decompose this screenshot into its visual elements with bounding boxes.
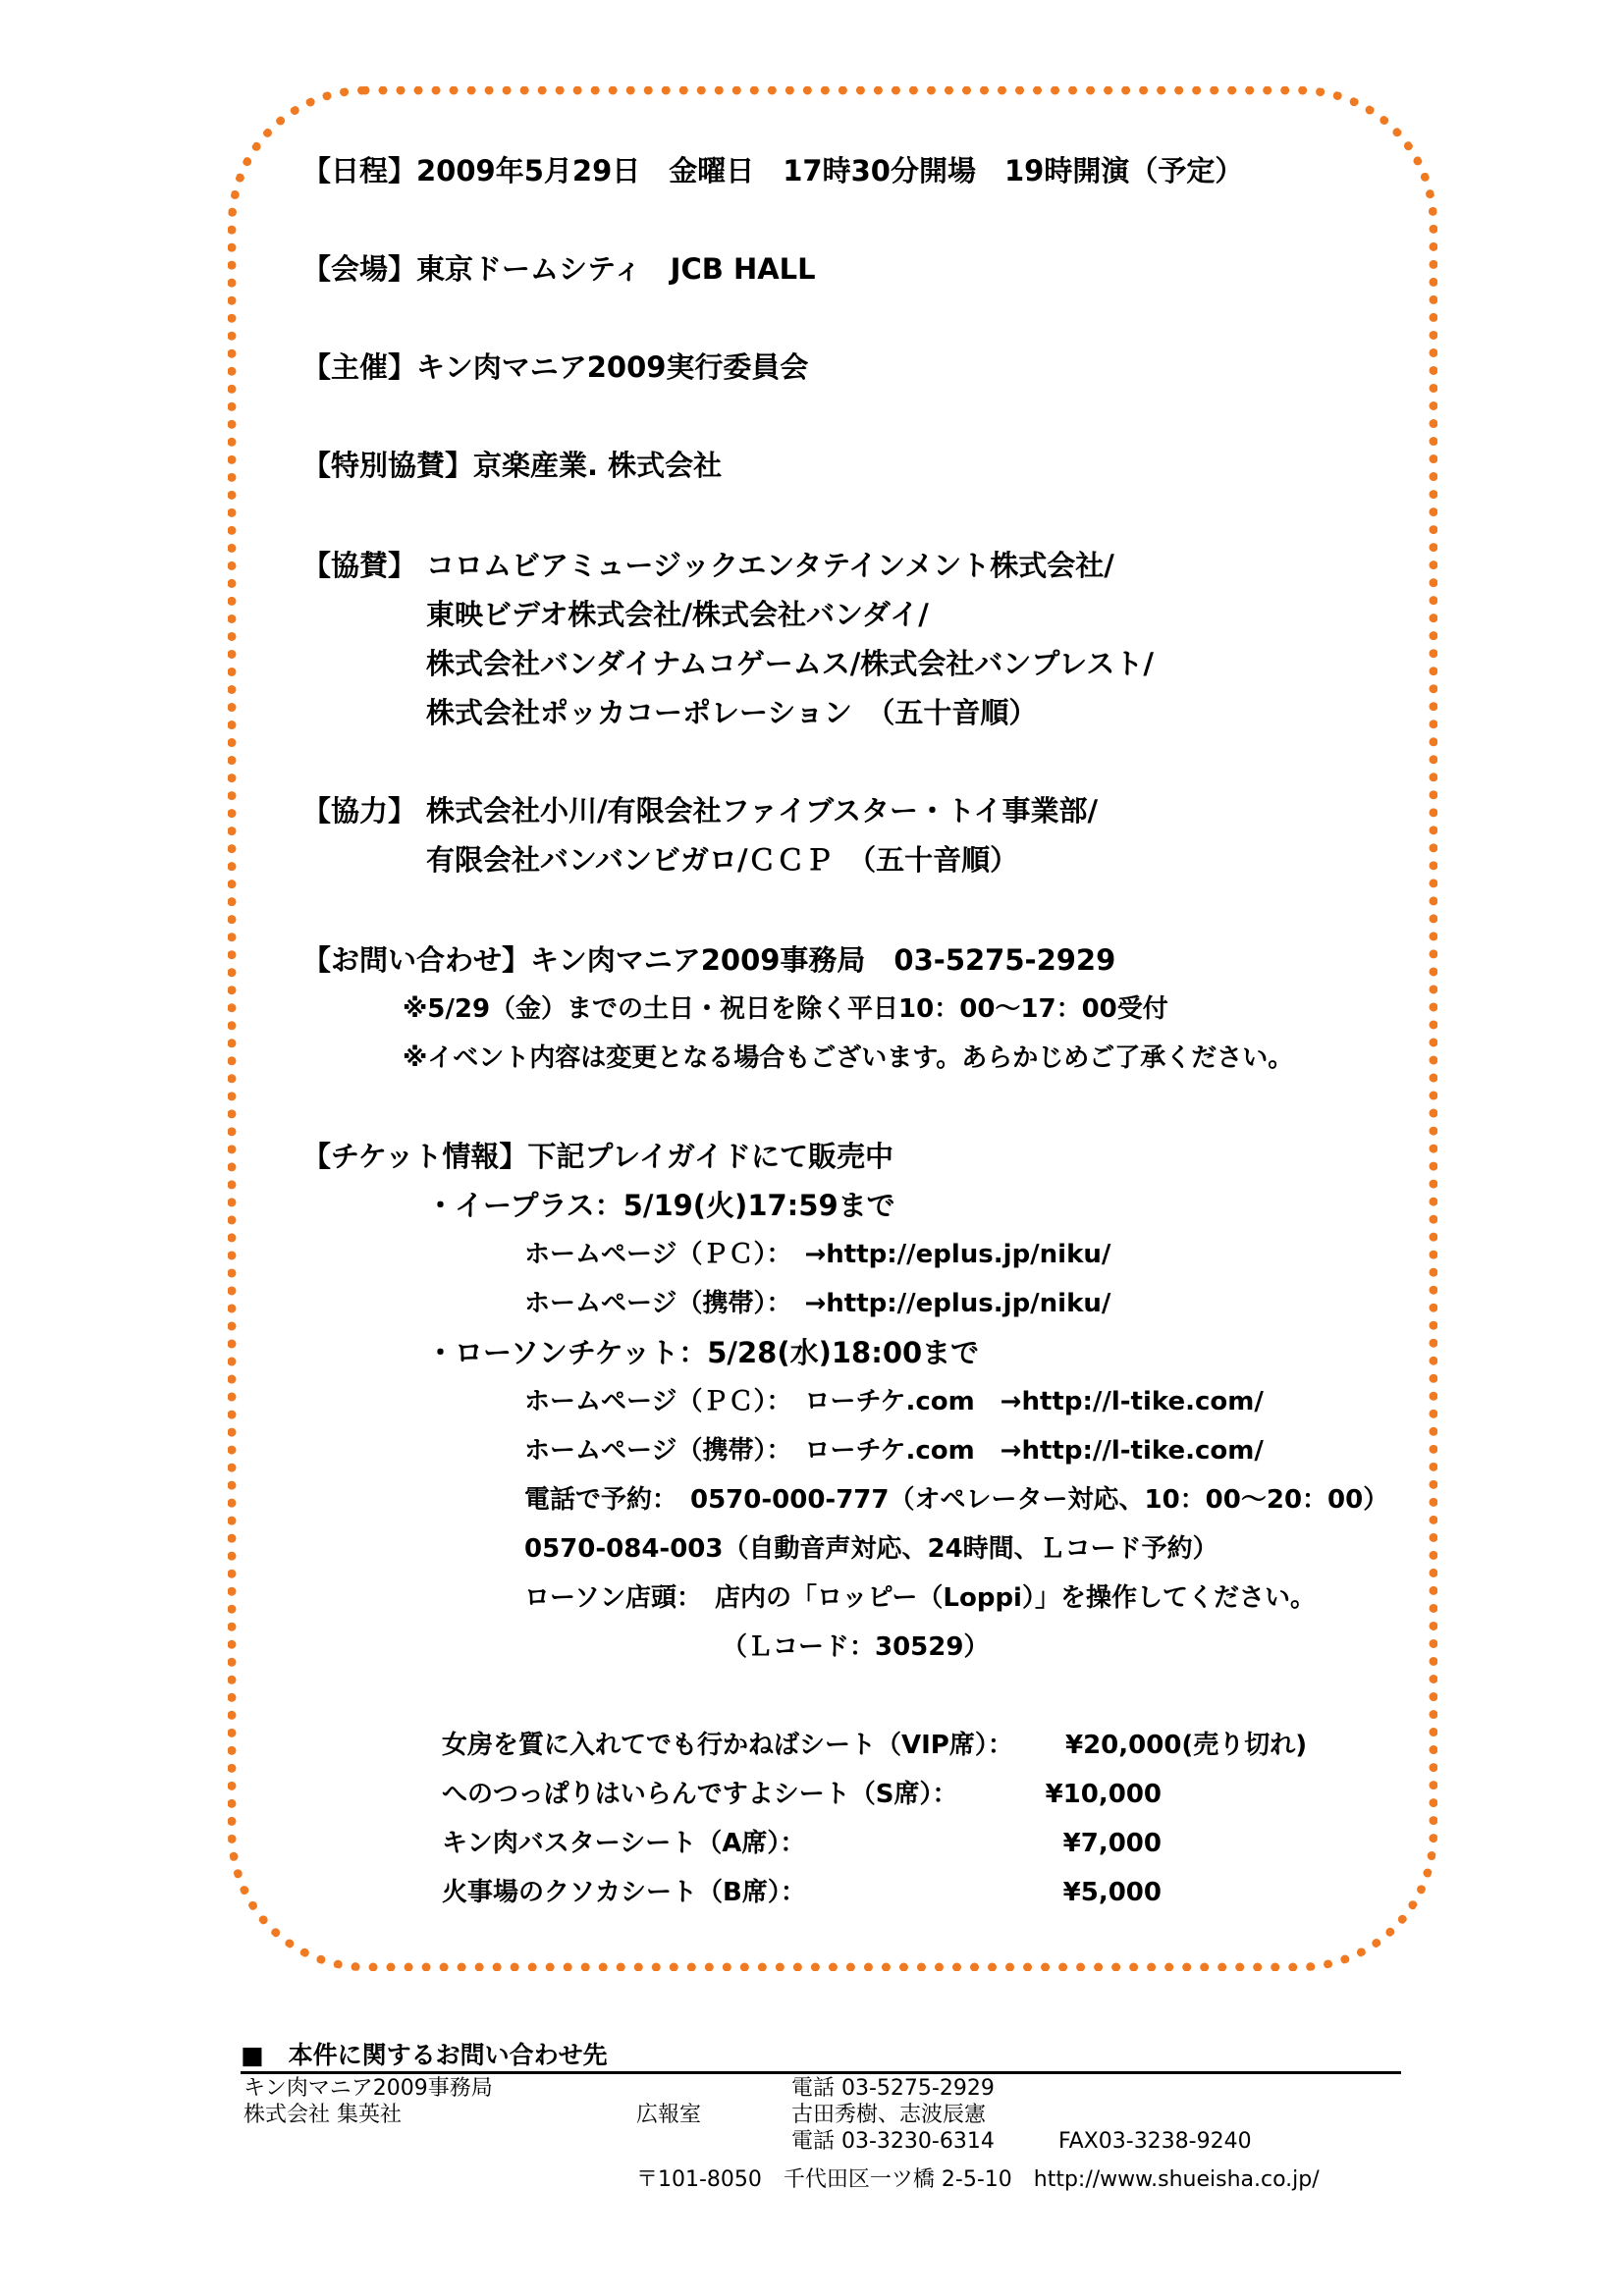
- inquiry-note: ※5/29（金）までの土日・祝日を除く平日10：00〜17：00受付: [403, 994, 1168, 1024]
- footer-divider: [241, 2071, 1401, 2074]
- lawson-line: （Ｌコード：30529）: [722, 1632, 990, 1662]
- footer-department: 広報室: [636, 2103, 702, 2127]
- eplus-heading: ・イープラス：5/19(火)17:59まで: [426, 1189, 895, 1222]
- lawson-line: ホームページ（携帯）： ローチケ.com →http://l-tike.com/: [524, 1436, 1264, 1466]
- lawson-line: ホームページ（ＰＣ）： ローチケ.com →http://l-tike.com/: [524, 1387, 1264, 1416]
- price-seat: 火事場のクソカシート（B席）：: [442, 1878, 806, 1907]
- eplus-line: ホームページ（ＰＣ）： →http://eplus.jp/niku/: [524, 1240, 1111, 1269]
- footer-company: 株式会社 集英社: [243, 2103, 402, 2127]
- price-value: ¥10,000: [1045, 1780, 1162, 1809]
- inquiry: 【お問い合わせ】キン肉マニア2009事務局 03-5275-2929: [302, 943, 1116, 977]
- footer-office: キン肉マニア2009事務局: [243, 2076, 493, 2101]
- price-seat: 女房を質に入れてでも行かねばシート（VIP席）：: [442, 1731, 1013, 1760]
- cooperation-line: 有限会社バンバンビガロ/ＣＣＰ （五十音順）: [426, 843, 1019, 877]
- event-special-sponsor: 【特別協賛】京楽産業. 株式会社: [302, 449, 723, 482]
- sponsor-line: コロムビアミュージックエンタテインメント株式会社/: [426, 549, 1114, 582]
- price-seat: キン肉バスターシート（A席）：: [442, 1829, 806, 1858]
- lawson-heading: ・ローソンチケット：5/28(水)18:00まで: [426, 1336, 980, 1369]
- price-value: ¥5,000: [1062, 1878, 1162, 1907]
- price-value: ¥7,000: [1062, 1829, 1162, 1858]
- footer-contacts: 古田秀樹、志波辰憲: [791, 2103, 987, 2127]
- lawson-line: ローソン店頭： 店内の「ロッピー（Loppi）」を操作してください。: [524, 1583, 1316, 1613]
- footer-fax: FAX03-3238-9240: [1058, 2129, 1252, 2154]
- event-organizer: 【主催】キン肉マニア2009実行委員会: [302, 350, 809, 384]
- footer-office-phone: 電話 03-5275-2929: [791, 2076, 995, 2101]
- sponsor-line: 東映ビデオ株式会社/株式会社バンダイ/: [426, 598, 929, 631]
- sponsor-label: 【協賛】: [302, 549, 417, 582]
- event-venue: 【会場】東京ドームシティ JCB HALL: [302, 252, 816, 286]
- inquiry-note: ※イベント内容は変更となる場合もございます。あらかじめご了承ください。: [403, 1043, 1294, 1073]
- lawson-line: 電話で予約： 0570-000-777（オペレーター対応、10：00〜20：00）: [524, 1485, 1389, 1515]
- footer-company-phone: 電話 03-3230-6314: [791, 2129, 995, 2154]
- eplus-line: ホームページ（携帯）： →http://eplus.jp/niku/: [524, 1289, 1111, 1318]
- price-seat: へのつっぱりはいらんですよシート（S席）：: [442, 1780, 958, 1809]
- footer-address: 〒101-8050 千代田区一ツ橋 2-5-10 http://www.shueisha.co.jp/: [636, 2167, 1320, 2192]
- price-value: ¥20,000(売り切れ): [1065, 1731, 1308, 1760]
- ticket-heading: 【チケット情報】下記プレイガイドにて販売中: [302, 1140, 894, 1173]
- event-schedule: 【日程】2009年5月29日 金曜日 17時30分開場 19時開演（予定）: [302, 154, 1244, 187]
- lawson-line: 0570-084-003（自動音声対応、24時間、Ｌコード予約）: [524, 1534, 1218, 1564]
- footer-heading: ■ 本件に関するお問い合わせ先: [241, 2041, 608, 2069]
- sponsor-line: 株式会社バンダイナムコゲームス/株式会社バンプレスト/: [426, 647, 1154, 680]
- cooperation-line: 株式会社小川/有限会社ファイブスター・トイ事業部/: [426, 794, 1099, 828]
- cooperation-label: 【協力】: [302, 794, 417, 828]
- sponsor-line: 株式会社ポッカコーポレーション （五十音順）: [426, 696, 1038, 729]
